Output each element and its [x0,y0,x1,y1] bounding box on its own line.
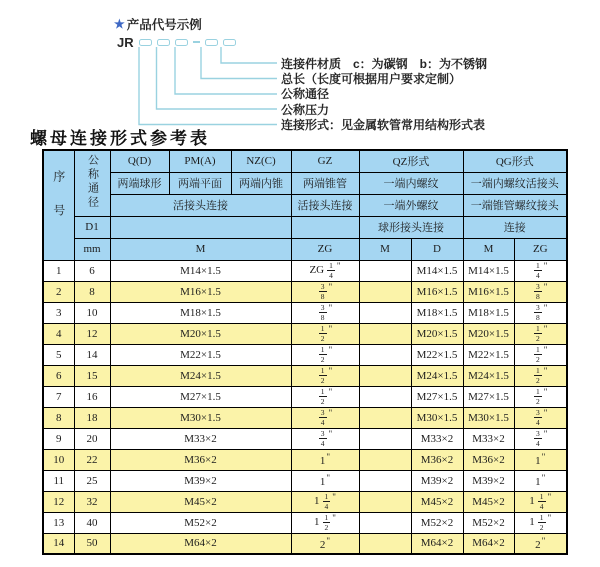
gz-size-cell: $\frac{3}{8}$ " [291,281,359,302]
m-thread-cell: M39×2 [110,470,291,491]
callout-connection-form: 连接形式：见金属软管常用结构形式表 [281,118,486,133]
table-row [43,323,567,344]
nominal-diameter-label: 公称通径 [86,153,99,210]
empty-cell [110,216,291,238]
d1-cell: 14 [74,344,110,365]
col-header-pm: PM(A) [169,150,231,172]
index-cell: 14 [43,533,74,554]
d1-cell: 22 [74,449,110,470]
qz-d-cell: M45×2 [411,491,463,512]
d1-cell: 25 [74,470,110,491]
table-row [43,491,567,512]
col-header-qz: QZ形式 [359,150,463,172]
qz-m-cell [359,344,411,365]
qz-m-cell [359,386,411,407]
qg-m-cell: M22×1.5 [463,344,514,365]
gz-description-2: 活接头连接 [291,194,359,216]
code-dash [193,41,200,43]
pm-description: 两端平面 [169,172,231,194]
qz-m-cell [359,302,411,323]
qg-m-label: M [463,238,514,260]
gz-size-cell: $\frac{1}{2}$ " [291,365,359,386]
gz-description: 两端锥管 [291,172,359,194]
table-row [43,470,567,491]
qz-d-cell: M16×1.5 [411,281,463,302]
d1-cell: 6 [74,260,110,281]
qz-description-2: 一端外螺纹 [359,194,463,216]
m-thread-cell: M24×1.5 [110,365,291,386]
index-cell: 10 [43,449,74,470]
qg-m-cell: M18×1.5 [463,302,514,323]
qg-m-cell: M16×1.5 [463,281,514,302]
gz-size-cell: 1 $\frac{1}{2}$ " [291,512,359,533]
d1-cell: 10 [74,302,110,323]
index-cell: 7 [43,386,74,407]
m-thread-cell: M33×2 [110,428,291,449]
qg-size-cell: $\frac{3}{4}$ " [514,407,567,428]
d1-cell: 40 [74,512,110,533]
star-icon: ★ [114,17,125,31]
col-header-qg: QG形式 [463,150,567,172]
qg-size-cell: 2" [514,533,567,554]
col-header-nominal-diameter [74,150,110,216]
qg-size-cell: $\frac{1}{2}$ " [514,344,567,365]
qz-description-1: 一端内螺纹 [359,172,463,194]
table-row [43,512,567,533]
qg-m-cell: M52×2 [463,512,514,533]
index-cell: 1 [43,260,74,281]
qz-m-cell [359,470,411,491]
qg-size-cell: $\frac{1}{2}$ " [514,365,567,386]
table-title: 螺母连接形式参考表 [30,129,210,149]
empty-cell-gz [291,216,359,238]
qz-m-cell [359,365,411,386]
index-cell: 8 [43,407,74,428]
callout-total-length: 总长（长度可根据用户要求定制） [281,72,462,87]
d1-cell: 32 [74,491,110,512]
m-thread-cell: M18×1.5 [110,302,291,323]
index-cell: 3 [43,302,74,323]
table-row [43,365,567,386]
index-cell: 11 [43,470,74,491]
code-prefix: JR [117,34,134,50]
qz-d-cell: M18×1.5 [411,302,463,323]
gz-size-cell: $\frac{3}{4}$ " [291,407,359,428]
nz-description: 两端内锥 [231,172,291,194]
d1-cell: 50 [74,533,110,554]
qz-d-cell: M20×1.5 [411,323,463,344]
qg-size-cell: $\frac{1}{4}$ " [514,260,567,281]
qz-description-3: 球形接头连接 [359,216,463,238]
qg-m-cell: M24×1.5 [463,365,514,386]
qz-m-cell [359,491,411,512]
d1-cell: 20 [74,428,110,449]
q-description: 两端球形 [110,172,169,194]
header-row-5 [43,238,567,260]
table-body [43,260,567,554]
d1-cell: 18 [74,407,110,428]
code-digit-box-5 [223,39,236,46]
col-header-index [43,150,74,260]
m-thread-cell: M20×1.5 [110,323,291,344]
table-row [43,407,567,428]
index-cell: 5 [43,344,74,365]
union-connection-label: 活接头连接 [110,194,291,216]
gz-size-cell: ZG $\frac{1}{4}$ " [291,260,359,281]
nut-connection-reference-table [42,149,568,555]
product-code-row [117,35,236,49]
qz-d-cell: M22×1.5 [411,344,463,365]
table-row [43,449,567,470]
qg-size-cell: $\frac{3}{4}$ " [514,428,567,449]
callout-nominal-pressure: 公称压力 [281,102,330,117]
qz-d-cell: M36×2 [411,449,463,470]
qz-d-cell: M52×2 [411,512,463,533]
qz-d-cell: M33×2 [411,428,463,449]
header-row-1 [43,150,567,172]
qg-m-cell: M20×1.5 [463,323,514,344]
zg-thread-label: ZG [291,238,359,260]
qz-m-cell [359,260,411,281]
header-row-4 [43,216,567,238]
qg-m-cell: M45×2 [463,491,514,512]
qg-size-cell: 1" [514,449,567,470]
d1-cell: 15 [74,365,110,386]
qz-d-cell: M39×2 [411,470,463,491]
qg-size-cell: 1 $\frac{1}{2}$ " [514,512,567,533]
product-code-example-title [114,15,202,33]
gz-size-cell: 1 $\frac{1}{4}$ " [291,491,359,512]
header-row-3 [43,194,567,216]
col-header-gz: GZ [291,150,359,172]
m-thread-cell: M16×1.5 [110,281,291,302]
gz-size-cell: $\frac{3}{4}$ " [291,428,359,449]
product-code-example-label: 产品代号示例 [126,18,202,32]
qg-description-3: 连接 [463,216,567,238]
qz-m-cell [359,428,411,449]
index-label: 序号 [51,169,66,238]
d1-label: D1 [74,216,110,238]
col-header-q: Q(D) [110,150,169,172]
qg-description-1: 一端内螺纹活接头 [463,172,567,194]
gz-size-cell: 2" [291,533,359,554]
col-header-nz: NZ(C) [231,150,291,172]
qg-m-cell: M33×2 [463,428,514,449]
table-row [43,260,567,281]
table-row [43,281,567,302]
code-callout-labels [281,56,596,133]
gz-size-cell: $\frac{1}{2}$ " [291,344,359,365]
table-row [43,428,567,449]
gz-size-cell: $\frac{3}{8}$ " [291,302,359,323]
table-row [43,386,567,407]
index-cell: 6 [43,365,74,386]
d1-cell: 12 [74,323,110,344]
qg-size-cell: 1 $\frac{1}{4}$ " [514,491,567,512]
m-thread-cell: M22×1.5 [110,344,291,365]
d1-cell: 16 [74,386,110,407]
header-row-2 [43,172,567,194]
qg-zg-label: ZG [514,238,567,260]
m-thread-cell: M30×1.5 [110,407,291,428]
qg-m-cell: M64×2 [463,533,514,554]
gz-size-cell: $\frac{1}{2}$ " [291,386,359,407]
qg-size-cell: $\frac{1}{2}$ " [514,386,567,407]
qg-size-cell: 1" [514,470,567,491]
index-cell: 2 [43,281,74,302]
qg-m-cell: M36×2 [463,449,514,470]
qz-d-cell: M30×1.5 [411,407,463,428]
qz-m-cell [359,533,411,554]
index-cell: 12 [43,491,74,512]
callout-material: 连接件材质 c：为碳钢 b：为不锈钢 [281,56,488,71]
m-thread-cell: M27×1.5 [110,386,291,407]
code-digit-box-3 [175,39,188,46]
m-thread-cell: M45×2 [110,491,291,512]
qg-size-cell: $\frac{3}{8}$ " [514,281,567,302]
mm-unit-label: mm [74,238,110,260]
qg-m-cell: M27×1.5 [463,386,514,407]
qz-m-cell [359,281,411,302]
m-thread-cell: M64×2 [110,533,291,554]
qz-d-cell: M27×1.5 [411,386,463,407]
d1-cell: 8 [74,281,110,302]
m-thread-cell: M36×2 [110,449,291,470]
m-thread-cell: M52×2 [110,512,291,533]
qg-m-cell: M39×2 [463,470,514,491]
qz-d-cell: M24×1.5 [411,365,463,386]
code-digit-box-1 [139,39,152,46]
qz-m-label: M [359,238,411,260]
qg-description-2: 一端锥管螺纹接头 [463,194,567,216]
qz-d-cell: M64×2 [411,533,463,554]
qg-size-cell: $\frac{3}{8}$ " [514,302,567,323]
gz-size-cell: 1" [291,449,359,470]
table-row [43,302,567,323]
code-digit-box-4 [205,39,218,46]
table-row [43,533,567,554]
m-thread-label: M [110,238,291,260]
qz-m-cell [359,323,411,344]
qz-d-label: D [411,238,463,260]
index-cell: 13 [43,512,74,533]
gz-size-cell: $\frac{1}{2}$ " [291,323,359,344]
index-cell: 4 [43,323,74,344]
code-digit-box-2 [157,39,170,46]
gz-size-cell: 1" [291,470,359,491]
qz-m-cell [359,449,411,470]
qz-m-cell [359,407,411,428]
callout-nominal-diameter: 公称通径 [281,87,330,102]
qz-m-cell [359,512,411,533]
index-cell: 9 [43,428,74,449]
qg-m-cell: M14×1.5 [463,260,514,281]
table-row [43,344,567,365]
qg-m-cell: M30×1.5 [463,407,514,428]
qz-d-cell: M14×1.5 [411,260,463,281]
qg-size-cell: $\frac{1}{2}$ " [514,323,567,344]
m-thread-cell: M14×1.5 [110,260,291,281]
